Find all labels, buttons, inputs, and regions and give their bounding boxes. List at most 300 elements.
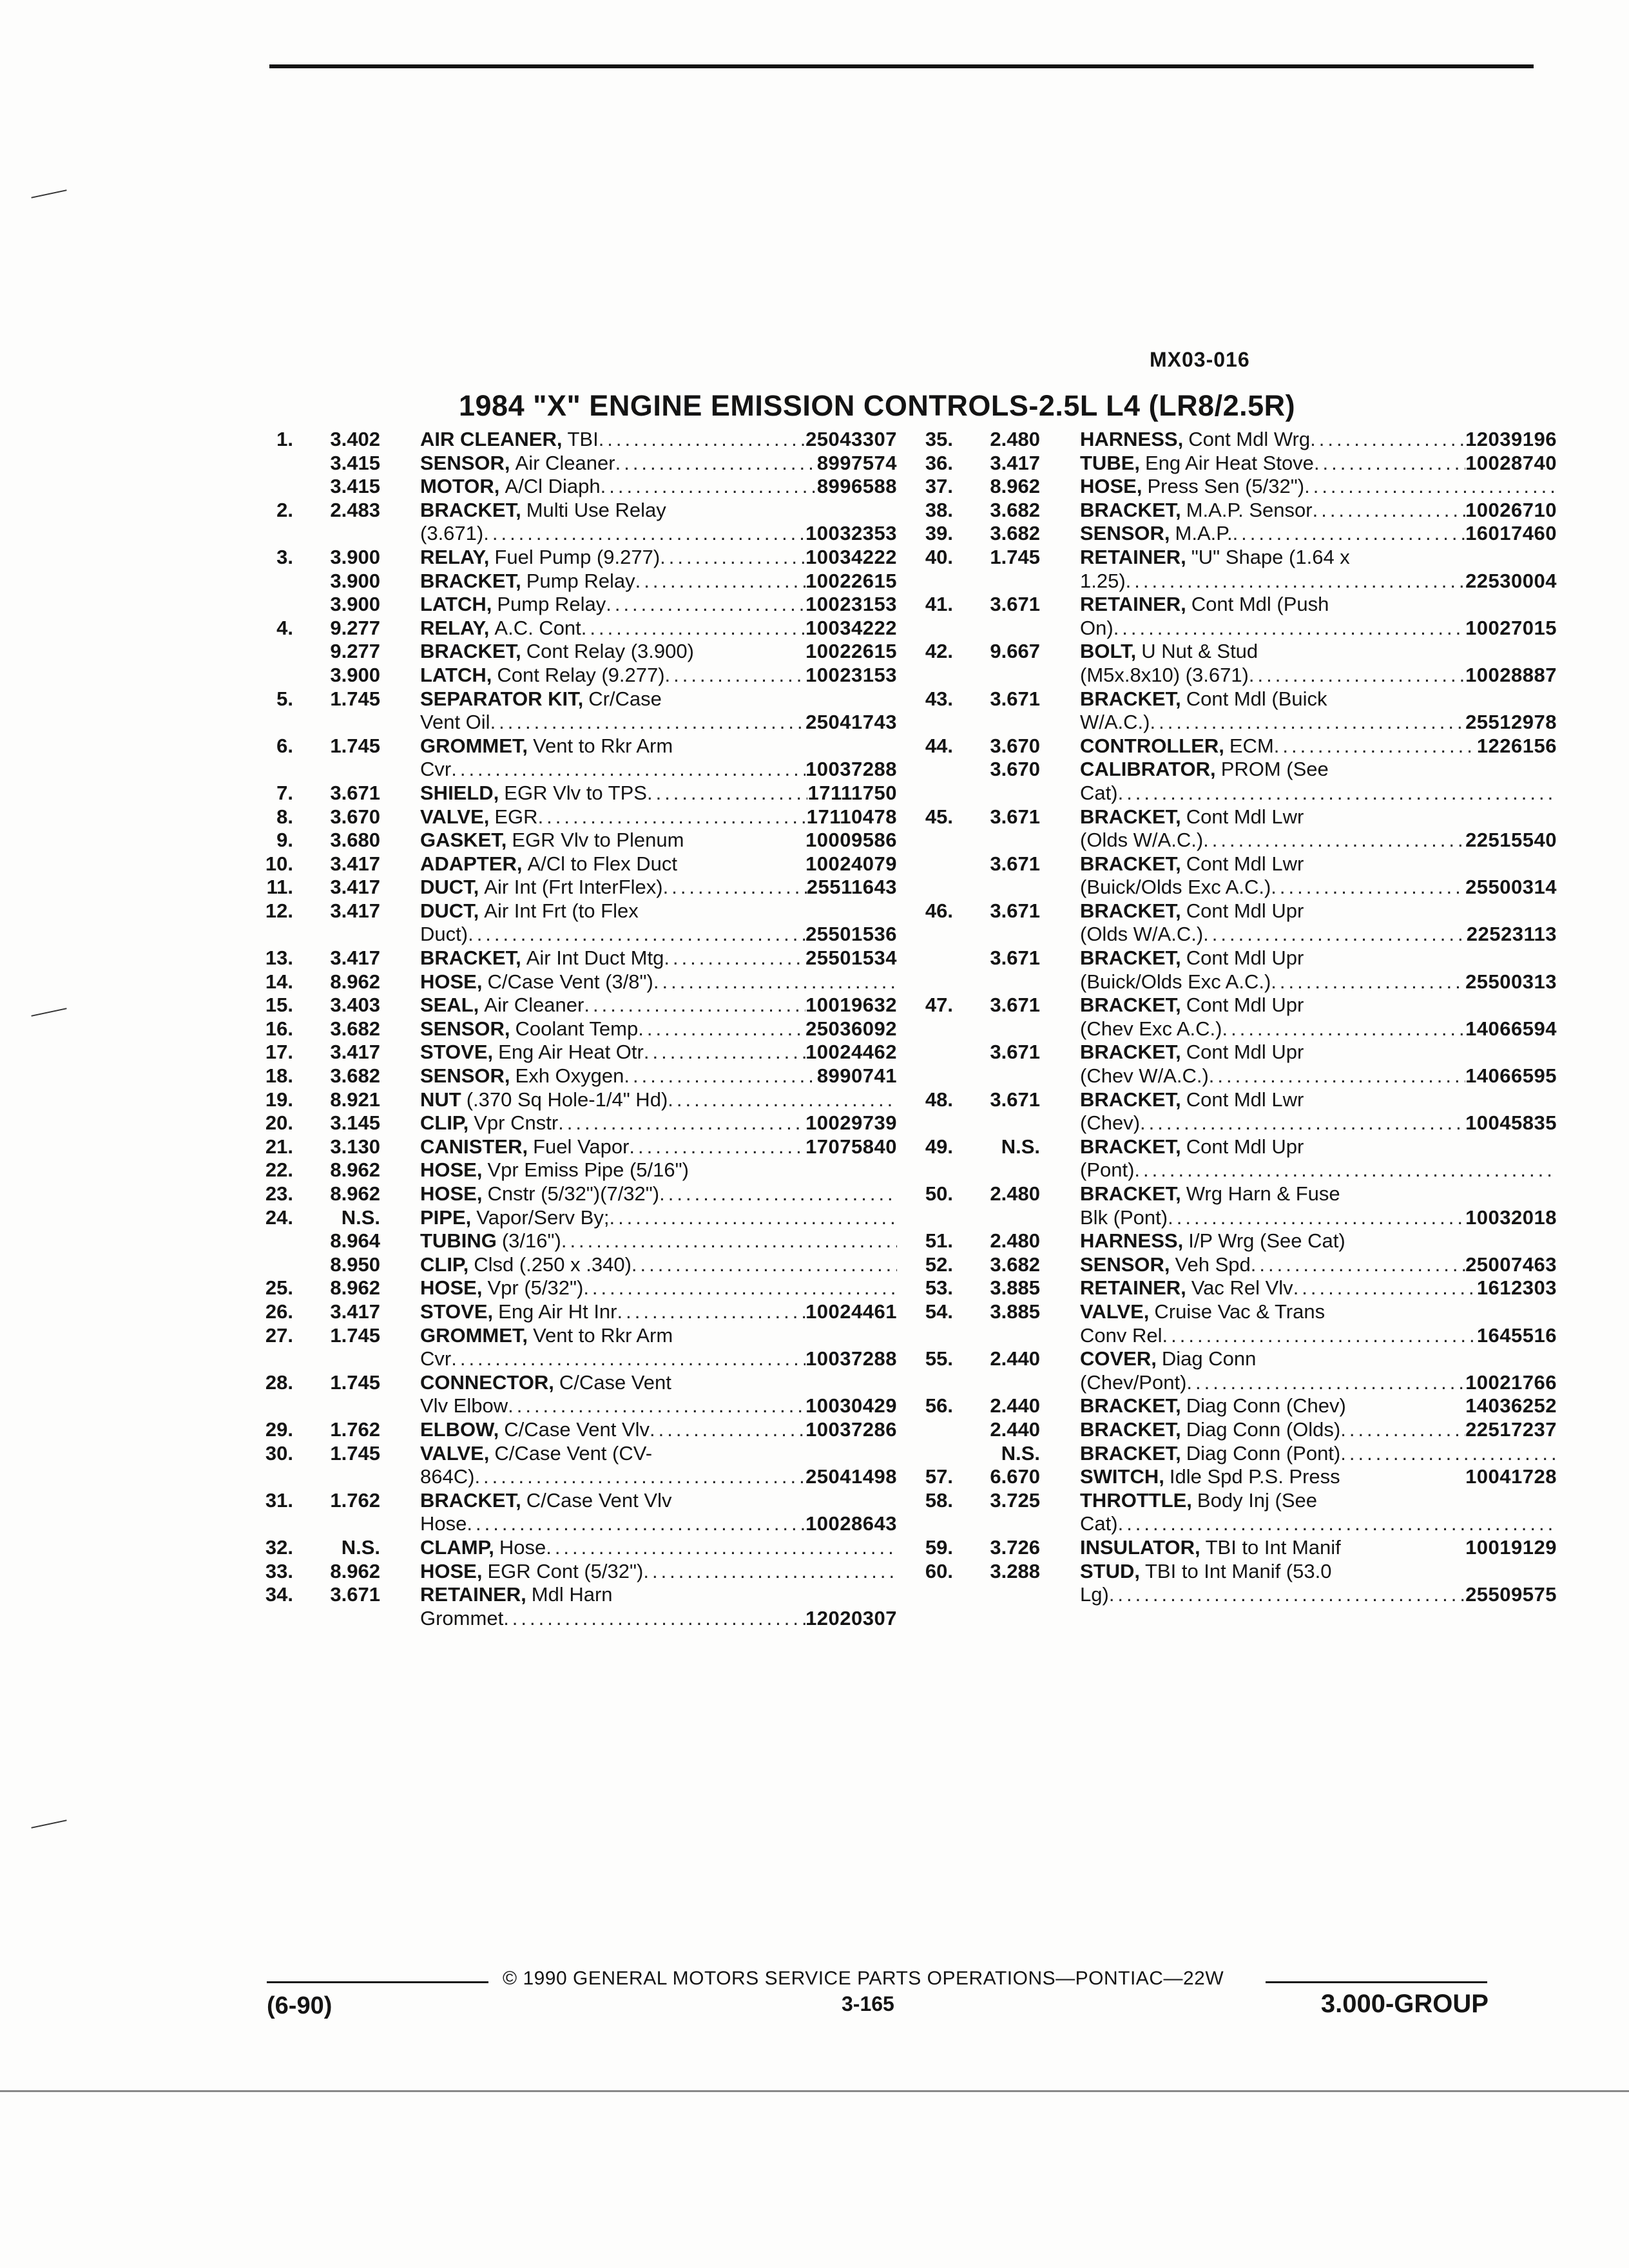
group-number: 8.962	[330, 1276, 380, 1300]
group-number: 2.480	[990, 1229, 1040, 1253]
item-number: 30.	[265, 1441, 293, 1465]
part-description	[1080, 1489, 1557, 1536]
part-number: 25500314	[1465, 876, 1557, 899]
description-line	[420, 1324, 897, 1348]
description-line	[420, 1489, 897, 1513]
description-line	[1080, 1135, 1557, 1159]
part-entry	[905, 499, 1601, 523]
part-detail: Vent to Rkr Arm	[533, 1323, 673, 1347]
description-line	[420, 522, 897, 546]
part-detail: Diag Conn (Chev)	[1186, 1394, 1346, 1418]
group-number: 3.403	[330, 994, 380, 1017]
part-detail: Cont Mdl Upr	[1186, 899, 1304, 922]
part-detail: 1.25)	[1080, 569, 1126, 592]
part-detail: Mdl Harn	[531, 1583, 613, 1606]
part-entry	[245, 593, 941, 617]
part-name: SEAL,	[420, 994, 479, 1017]
line-spacer	[689, 1158, 897, 1182]
part-detail: EGR	[494, 805, 538, 828]
part-number: 14066594	[1465, 1017, 1557, 1040]
part-detail: Vpr Emiss Pipe (5/16")	[487, 1158, 689, 1182]
group-number: 3.726	[990, 1535, 1040, 1559]
item-number: 4.	[276, 616, 293, 639]
part-entry	[905, 475, 1601, 499]
group-number: 3.670	[330, 805, 380, 828]
line-spacer	[1304, 994, 1557, 1017]
dot-leader	[599, 428, 805, 452]
part-entry	[905, 852, 1601, 899]
part-entry	[245, 947, 941, 970]
part-description	[1080, 1442, 1557, 1466]
part-number: 10028740	[1465, 451, 1557, 474]
description-line	[420, 1182, 897, 1206]
item-number: 26.	[265, 1300, 293, 1323]
item-number: 29.	[265, 1418, 293, 1441]
part-entry	[245, 1064, 941, 1088]
group-number: 3.682	[990, 522, 1040, 545]
part-entry	[245, 664, 941, 687]
dot-leader	[467, 1512, 805, 1536]
dot-leader	[1118, 1512, 1557, 1536]
item-number: 44.	[925, 734, 953, 757]
dot-leader	[615, 452, 817, 476]
description-line	[1080, 852, 1557, 876]
part-entry	[245, 805, 941, 829]
description-line	[420, 1017, 897, 1041]
group-number: 1.745	[990, 545, 1040, 568]
dot-leader	[490, 711, 806, 735]
group-number: 3.415	[330, 451, 380, 474]
part-number: 22530004	[1465, 569, 1557, 592]
part-name: ELBOW,	[420, 1418, 499, 1441]
page-title: 1984 "X" ENGINE EMISSION CONTROLS-2.5L L4 (LR8/2.5R)	[459, 389, 1296, 422]
line-spacer	[652, 1442, 897, 1466]
description-line	[1080, 428, 1557, 452]
part-detail: Body Inj (See	[1197, 1488, 1318, 1512]
item-number: 43.	[925, 687, 953, 710]
dot-leader	[1222, 1017, 1466, 1041]
part-name: RELAY,	[420, 545, 490, 568]
item-number: 45.	[925, 805, 953, 828]
group-number: 3.900	[330, 663, 380, 686]
part-detail: Air Int Frt (to Flex	[484, 899, 639, 922]
description-line	[1080, 546, 1557, 570]
part-name: GROMMET,	[420, 1323, 528, 1347]
group-number: 8.964	[330, 1229, 380, 1253]
part-description	[1080, 687, 1557, 735]
description-line	[1080, 1324, 1557, 1348]
description-line	[1080, 805, 1557, 829]
group-number: 1.745	[330, 734, 380, 757]
dot-leader	[1140, 1111, 1465, 1135]
footer-page-number: 3-165	[842, 1992, 894, 2015]
description-line	[420, 640, 897, 664]
part-detail: M.A.P.	[1175, 522, 1233, 545]
description-line	[1080, 1182, 1557, 1206]
footer-date: (6-90)	[267, 1992, 333, 2019]
part-detail: Vac Rel Vlv	[1191, 1276, 1293, 1300]
part-entry	[905, 1088, 1601, 1135]
group-number: 3.417	[990, 451, 1040, 474]
part-detail: (3/16")	[501, 1229, 561, 1253]
part-entry	[245, 452, 941, 476]
description-line	[420, 1253, 897, 1277]
part-name: STOVE,	[420, 1041, 494, 1064]
item-number: 12.	[265, 899, 293, 922]
description-line	[420, 546, 897, 570]
part-name: HOSE,	[420, 970, 483, 993]
dot-leader	[644, 1041, 805, 1064]
part-number: 25036092	[805, 1017, 897, 1040]
group-number: 8.950	[330, 1253, 380, 1276]
group-number: 9.277	[330, 616, 380, 639]
group-number: 3.417	[330, 1041, 380, 1064]
part-number: 25043307	[805, 428, 897, 450]
part-detail: (Buick/Olds Exc A.C.)	[1080, 876, 1271, 899]
group-number: N.S.	[341, 1535, 380, 1559]
group-number: 9.277	[330, 640, 380, 663]
part-name: BRACKET,	[1080, 947, 1181, 970]
description-line	[420, 570, 897, 593]
part-detail: ECM	[1229, 734, 1274, 757]
part-name: HOSE,	[1080, 475, 1142, 498]
part-entry	[245, 829, 941, 852]
part-description	[420, 1135, 897, 1159]
part-entry	[905, 1465, 1601, 1489]
part-entry	[905, 947, 1601, 994]
description-line	[420, 947, 897, 970]
part-detail: TBI to Int Manif (53.0	[1145, 1559, 1332, 1582]
item-number: 20.	[265, 1111, 293, 1135]
part-detail: Wrg Harn & Fuse	[1186, 1182, 1340, 1205]
description-line	[420, 1088, 897, 1112]
group-number: 3.670	[990, 758, 1040, 781]
part-name: SENSOR,	[1080, 1253, 1170, 1276]
line-spacer	[684, 829, 805, 852]
part-number: 10024079	[805, 852, 897, 875]
item-number: 52.	[925, 1253, 953, 1276]
part-description	[420, 617, 897, 640]
part-description	[1080, 1182, 1557, 1229]
description-line	[1080, 1300, 1557, 1324]
part-number: 1645516	[1476, 1323, 1557, 1347]
group-number: 3.417	[330, 1300, 380, 1323]
part-number: 10023153	[805, 593, 897, 616]
part-name: CANISTER,	[420, 1135, 528, 1158]
dot-leader	[617, 1300, 806, 1324]
part-detail: Cvr	[420, 758, 452, 781]
part-name: SENSOR,	[1080, 522, 1170, 545]
part-entry	[245, 1182, 941, 1206]
group-number: 3.670	[990, 734, 1040, 757]
group-number: N.S.	[1001, 1135, 1040, 1158]
part-detail: Blk (Pont)	[1080, 1206, 1168, 1229]
part-number: 10019129	[1465, 1535, 1557, 1559]
item-number: 39.	[925, 522, 953, 545]
group-number: 3.682	[330, 1064, 380, 1088]
line-spacer	[677, 852, 805, 876]
item-number: 49.	[925, 1135, 953, 1158]
description-line	[1080, 1560, 1557, 1584]
group-number: 2.440	[990, 1418, 1040, 1441]
line-spacer	[671, 1371, 897, 1395]
part-number: 25007463	[1465, 1253, 1557, 1276]
part-name: RELAY,	[420, 616, 490, 639]
group-number: 3.145	[330, 1111, 380, 1135]
part-detail: Exh Oxygen	[515, 1064, 624, 1088]
part-detail: Eng Air Heat Stove	[1145, 451, 1314, 474]
dot-leader	[664, 947, 805, 970]
part-detail: EGR Vlv to Plenum	[512, 829, 684, 852]
item-number: 17.	[265, 1041, 293, 1064]
group-number: 3.680	[330, 829, 380, 852]
item-number: 8.	[276, 805, 293, 828]
part-detail: Cr/Case	[588, 687, 662, 710]
part-number: 10034222	[805, 545, 897, 568]
part-detail: (M5x.8x10) (3.671)	[1080, 663, 1249, 686]
line-spacer	[1345, 1229, 1557, 1253]
item-number: 19.	[265, 1088, 293, 1111]
dot-leader	[1109, 1583, 1465, 1607]
footer-rule-right	[1266, 1981, 1487, 1983]
group-number: 3.682	[330, 1017, 380, 1040]
line-spacer	[1304, 1135, 1557, 1159]
dot-leader	[650, 1418, 805, 1442]
part-number: 12039196	[1465, 428, 1557, 450]
line-spacer	[1304, 805, 1557, 829]
part-name: AIR CLEANER,	[420, 428, 563, 450]
part-detail: (Buick/Olds Exc A.C.)	[1080, 970, 1271, 993]
part-description	[420, 499, 897, 546]
part-number: 10023153	[805, 663, 897, 686]
part-number: 14036252	[1465, 1394, 1557, 1418]
part-entry	[245, 617, 941, 640]
dot-leader	[647, 782, 808, 805]
line-spacer	[1304, 1088, 1557, 1112]
part-entry	[245, 1276, 941, 1300]
part-name: SENSOR,	[420, 1017, 510, 1040]
description-line	[420, 735, 897, 758]
dot-leader	[606, 593, 805, 617]
item-number: 57.	[925, 1465, 953, 1488]
part-entry	[905, 899, 1601, 947]
part-number: 22517237	[1465, 1418, 1557, 1441]
part-number: 16017460	[1465, 522, 1557, 545]
part-detail: Cont Mdl Upr	[1186, 1041, 1304, 1064]
part-name: DUCT,	[420, 899, 479, 922]
part-detail: Hose	[420, 1512, 467, 1535]
part-description	[1080, 1088, 1557, 1135]
part-detail: Fuel Vapor	[533, 1135, 630, 1158]
dot-leader	[638, 1017, 805, 1041]
dot-leader	[635, 570, 805, 593]
line-spacer	[694, 640, 805, 664]
description-line	[1080, 1583, 1557, 1607]
part-name: STOVE,	[420, 1300, 494, 1323]
part-entry	[245, 876, 941, 899]
part-number: 10022615	[805, 569, 897, 592]
group-number: 8.962	[330, 1182, 380, 1205]
part-detail: Veh Spd	[1175, 1253, 1251, 1276]
part-number: 10037288	[805, 758, 897, 781]
part-entry	[905, 735, 1601, 758]
part-description	[420, 782, 897, 805]
description-line	[1080, 876, 1557, 899]
dot-leader	[1209, 1064, 1465, 1088]
part-number: 25511643	[806, 876, 897, 899]
footer-copyright: © 1990 GENERAL MOTORS SERVICE PARTS OPERATIONS—PONTIAC—22W	[503, 1968, 1224, 1989]
description-line	[420, 829, 897, 852]
item-number: 53.	[925, 1276, 953, 1300]
part-name: BRACKET,	[1080, 1441, 1181, 1465]
dot-leader	[558, 1111, 805, 1135]
part-description	[420, 1583, 897, 1630]
part-detail: Cvr	[420, 1347, 452, 1370]
description-line	[420, 1206, 897, 1230]
description-line	[1080, 1512, 1557, 1536]
description-line	[420, 428, 897, 452]
part-name: HOSE,	[420, 1276, 483, 1300]
group-number: 8.962	[330, 970, 380, 993]
description-line	[420, 1347, 897, 1371]
part-description	[1080, 1347, 1557, 1394]
part-name: LATCH,	[420, 593, 492, 616]
part-name: BRACKET,	[1080, 1135, 1181, 1158]
description-line	[420, 1442, 897, 1466]
part-name: CALIBRATOR,	[1080, 758, 1216, 781]
item-number: 50.	[925, 1182, 953, 1205]
group-number: 3.671	[990, 1088, 1040, 1111]
part-entry	[905, 593, 1601, 640]
description-line	[420, 1371, 897, 1395]
part-number: 10024461	[805, 1300, 897, 1323]
part-description	[1080, 852, 1557, 899]
part-description	[420, 1442, 897, 1489]
dot-leader	[1233, 522, 1466, 546]
dot-leader	[1162, 1324, 1477, 1348]
item-number: 42.	[925, 640, 953, 663]
part-number: 10037286	[805, 1418, 897, 1441]
part-name: BRACKET,	[1080, 1394, 1181, 1418]
description-line	[1080, 1111, 1557, 1135]
part-entry	[905, 1182, 1601, 1229]
part-number: 8997574	[816, 451, 897, 474]
part-name: CLAMP,	[420, 1535, 494, 1559]
description-line	[1080, 499, 1557, 523]
description-line	[1080, 758, 1557, 782]
line-spacer	[1327, 687, 1557, 711]
part-name: BRACKET,	[1080, 852, 1181, 875]
part-entry	[245, 1253, 941, 1277]
part-detail: Cont Mdl Upr	[1186, 947, 1304, 970]
part-entry	[245, 428, 941, 452]
description-line	[420, 805, 897, 829]
part-name: BRACKET,	[1080, 805, 1181, 828]
part-description	[1080, 1418, 1557, 1442]
part-entry	[245, 1536, 941, 1560]
dot-leader	[1249, 664, 1465, 687]
catalog-code: MX03-016	[1150, 348, 1250, 371]
part-description	[420, 970, 897, 994]
part-name: VALVE,	[1080, 1300, 1150, 1323]
dot-leader	[1271, 970, 1465, 994]
dot-leader	[1168, 1206, 1465, 1230]
description-line	[1080, 829, 1557, 852]
part-name: RETAINER,	[1080, 593, 1186, 616]
description-line	[420, 1041, 897, 1064]
line-spacer	[1329, 593, 1557, 617]
group-number: 1.762	[330, 1418, 380, 1441]
description-line	[1080, 1371, 1557, 1395]
group-number: 1.745	[330, 1370, 380, 1394]
line-spacer	[671, 1489, 897, 1513]
line-spacer	[673, 1324, 897, 1348]
item-number: 10.	[265, 852, 293, 875]
part-entry	[245, 570, 941, 593]
part-entry	[245, 687, 941, 735]
dot-leader	[663, 876, 807, 899]
part-description	[1080, 805, 1557, 852]
part-entry	[905, 994, 1601, 1041]
line-spacer	[1325, 1300, 1557, 1324]
part-detail: U Nut & Stud	[1141, 640, 1258, 663]
group-number: 2.483	[330, 498, 380, 521]
item-number: 1.	[276, 428, 293, 450]
dot-leader	[546, 1536, 897, 1560]
parts-column-right	[905, 428, 1601, 1607]
part-name: BRACKET,	[1080, 899, 1181, 922]
part-name: BRACKET,	[1080, 687, 1181, 710]
dot-leader	[1203, 923, 1467, 947]
part-description	[1080, 428, 1557, 452]
description-line	[1080, 947, 1557, 970]
part-number: 1612303	[1476, 1276, 1557, 1300]
dot-leader	[503, 1607, 805, 1631]
group-number: 1.745	[330, 1441, 380, 1465]
part-name: TUBING	[420, 1229, 497, 1253]
part-entry	[245, 1111, 941, 1135]
item-number: 35.	[925, 428, 953, 450]
description-line	[420, 1560, 897, 1584]
part-description	[1080, 735, 1557, 758]
part-entry	[905, 687, 1601, 735]
part-detail: Press Sen (5/32")	[1147, 475, 1305, 498]
group-number: 3.671	[990, 593, 1040, 616]
part-description	[1080, 499, 1557, 523]
part-description	[420, 899, 897, 947]
description-line	[1080, 1229, 1557, 1253]
dot-leader	[1186, 1371, 1465, 1395]
dot-leader	[629, 1135, 805, 1159]
part-name: RETAINER,	[1080, 545, 1186, 568]
item-number: 3.	[276, 545, 293, 568]
description-line	[420, 758, 897, 782]
line-spacer	[1258, 640, 1557, 664]
part-detail: Cruise Vac & Trans	[1154, 1300, 1325, 1323]
part-description	[1080, 947, 1557, 994]
group-number: 8.962	[990, 475, 1040, 498]
part-detail: Air Cleaner	[484, 994, 584, 1017]
part-name: MOTOR,	[420, 475, 500, 498]
part-entry	[905, 640, 1601, 687]
part-name: HOSE,	[420, 1158, 483, 1182]
dot-leader	[1271, 876, 1465, 899]
group-number: 8.962	[330, 1559, 380, 1582]
part-description	[1080, 1041, 1557, 1088]
dot-leader	[468, 923, 805, 947]
dot-leader	[581, 617, 805, 640]
dot-leader	[1274, 735, 1477, 758]
